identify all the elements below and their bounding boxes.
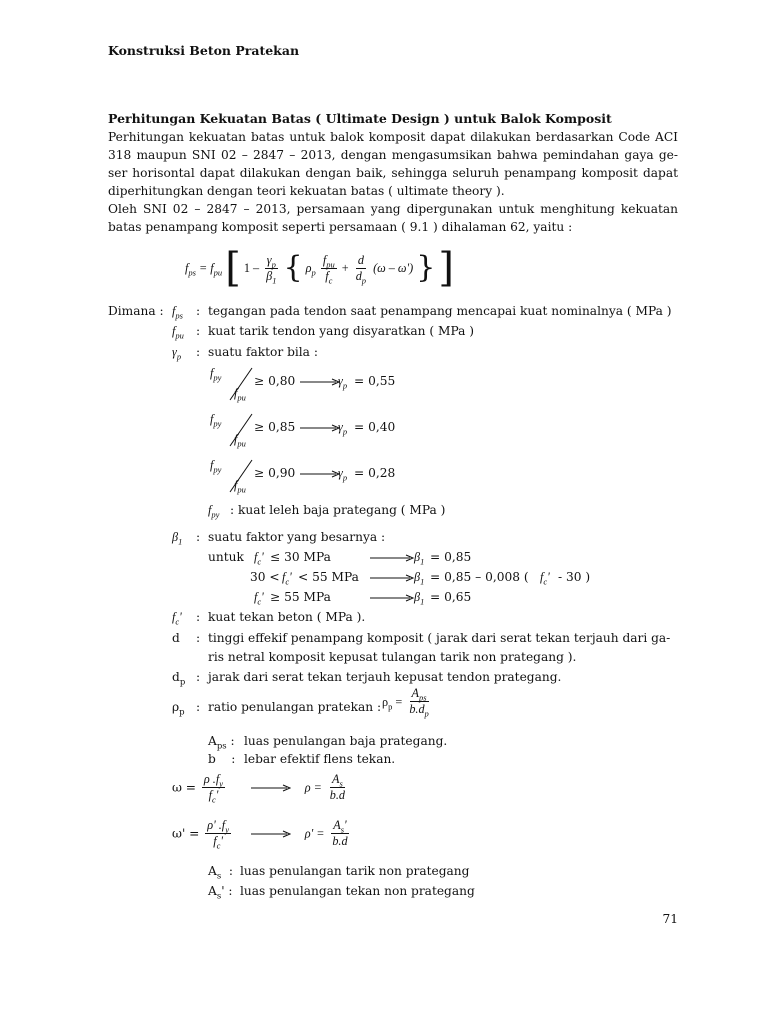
symbol-rho-p: $\rho_p$: [172, 700, 185, 718]
fps-description: tegangan pada tendon saat penampang mencapai kuat nominalnya ( MPa ): [208, 304, 672, 318]
condition: 30 <: [250, 570, 280, 584]
fpu-description: kuat tarik tendon yang disyaratkan ( MPa ): [208, 324, 475, 338]
page-number: 71: [662, 912, 678, 926]
gamma-value: = 0,28: [354, 466, 396, 480]
symbol-as-prime: $A_s'$ :: [208, 884, 233, 902]
gamma-case-3: $f_{py}$ $f_{pu}$ ≥ 0,90 $\gamma_p$ = 0,28: [210, 458, 396, 495]
arrow-right-icon: [300, 378, 340, 386]
dp-description: jarak dari serat tekan terjauh kepusat tendon prategang.: [208, 670, 562, 684]
equation-omega: ω = $\frac{\rho .f_y}{f_c'}$ ρ = $\frac{A_s}{b.d}$: [172, 772, 346, 805]
paragraph-line: 318 maupun SNI 02 – 2847 – 2013, dengan mengasumsikan bahwa pemindahan gaya ge-: [108, 148, 678, 162]
paragraph-intro: [108, 128, 678, 200]
definitions-label: Dimana :: [108, 304, 164, 318]
paragraph-line: batas penampang komposit seperti persamaan ( 9.1 ) dihalaman 62, yaitu :: [108, 220, 573, 234]
arrow-right-icon: [370, 574, 414, 582]
arrow-right-icon: [370, 554, 414, 562]
fc-description: kuat tekan beton ( MPa ).: [208, 610, 366, 624]
arrow-right-icon: [300, 470, 340, 478]
symbol-b: b :: [208, 752, 236, 766]
beta-value: = 0,65: [430, 590, 472, 604]
equation-omega-prime: ω' = $\frac{\rho' .f_y}{f_c'}$ ρ' = $\frac{A_s'}{b.d}$: [172, 818, 348, 851]
symbol-as: $A_s$ :: [208, 864, 234, 882]
colon: :: [196, 324, 201, 338]
as-description: luas penulangan tarik non prategang: [240, 864, 470, 878]
symbol-fps: $f_{ps}$: [172, 304, 183, 321]
symbol-dp: $d_p$: [172, 670, 186, 688]
condition: < 55 MPa: [298, 570, 359, 584]
ratio-value: ≥ 0,90: [254, 466, 296, 480]
section-title: Perhitungan Kekuatan Batas ( Ultimate Design ) untuk Balok Komposit: [108, 111, 612, 126]
colon: :: [196, 670, 201, 684]
untuk-label: untuk: [208, 550, 244, 564]
beta-value: - 30 ): [558, 570, 591, 584]
b-description: lebar efektif flens tekan.: [244, 752, 396, 766]
condition: ≤ 30 MPa: [270, 550, 331, 564]
beta-description: suatu faktor yang besarnya :: [208, 530, 386, 544]
paragraph-line: ser horisontal dapat dilakukan dengan baik, sehingga seluruh penampang komposit dapat: [108, 166, 678, 180]
paragraph-line: Oleh SNI 02 – 2847 – 2013, persamaan yang dipergunakan untuk menghitung kekuatan: [108, 202, 678, 216]
symbol-d: d: [172, 631, 180, 645]
gamma-case-2: $f_{py}$ $f_{pu}$ ≥ 0,85 $\gamma_p$ = 0,40: [210, 412, 396, 449]
arrow-right-icon: [300, 424, 340, 432]
colon: :: [196, 700, 201, 714]
gamma-value: = 0,40: [354, 420, 396, 434]
as-prime-description: luas penulangan tekan non prategang: [240, 884, 475, 898]
arrow-right-icon: [251, 830, 291, 838]
colon: :: [196, 345, 201, 359]
gamma-value: = 0,55: [354, 374, 396, 388]
d-description-line: tinggi effekif penampang komposit ( jarak dari serat tekan terjauh dari ga-: [208, 631, 671, 645]
ratio-value: ≥ 0,85: [254, 420, 296, 434]
fpy-description: : kuat leleh baja prategang ( MPa ): [230, 503, 446, 517]
gamma-description: suatu faktor bila :: [208, 345, 318, 359]
beta-value: = 0,85 – 0,008 (: [430, 570, 529, 584]
colon: :: [196, 530, 201, 544]
gamma-case-1: $f_{py}$ $f_{pu}$ ≥ 0,80 $\gamma_p$ = 0,55: [210, 366, 396, 403]
aps-description: luas penulangan baja prategang.: [244, 734, 448, 748]
symbol-aps: $A_{ps}$ :: [208, 734, 235, 752]
symbol-fc: $f_c'$: [172, 610, 182, 627]
condition: ≥ 55 MPa: [270, 590, 331, 604]
running-header: Konstruksi Beton Pratekan: [108, 43, 300, 58]
beta-value: = 0,85: [430, 550, 472, 564]
symbol-fpy: $f_{py}$: [208, 503, 220, 520]
symbol-beta1: $\beta_1$: [172, 530, 183, 547]
symbol-gamma-p: $\gamma_p$: [172, 345, 182, 362]
arrow-right-icon: [251, 784, 291, 792]
paragraph-line: diperhitungkan dengan teori kekuatan batas ( ultimate theory ).: [108, 184, 505, 198]
arrow-right-icon: [370, 594, 414, 602]
paragraph-sni: [108, 200, 678, 236]
colon: :: [196, 631, 201, 645]
equation-rho-p: $\rho_p$ = $\frac{A_{ps}}{b.d_p}$: [382, 686, 429, 719]
colon: :: [196, 610, 201, 624]
colon: :: [196, 304, 201, 318]
d-description-line: ris netral komposit kepusat tulangan tarik non prategang ).: [208, 650, 577, 664]
symbol-fpu: $f_{pu}$: [172, 324, 184, 341]
rho-description: ratio penulangan pratekan :: [208, 700, 382, 714]
ratio-value: ≥ 0,80: [254, 374, 296, 388]
equation-fps: $f_{ps} = f_{pu}$ [ 1 – $\frac{\gamma_p}{\beta_1}$ { $\rho_p$ $\frac{f_{pu}}{f_c}$ + $\frac{d}{d_p}$ (ω – ω') } ]: [185, 245, 454, 291]
beta1-cases: untuk $f_c'$ ≤ 30 MPa $\beta_1$ = 0,85 30 < $f_c'$ < 55 MPa $\beta_1$ = 0,85 – 0,008 ( $f_c'$ - 30 ) $f_c'$ ≥ 55 MPa $\beta_1$ = 0,65: [208, 550, 591, 607]
paragraph-line: Perhitungan kekuatan batas untuk balok komposit dapat dilakukan berdasarkan Code ACI: [108, 130, 678, 144]
